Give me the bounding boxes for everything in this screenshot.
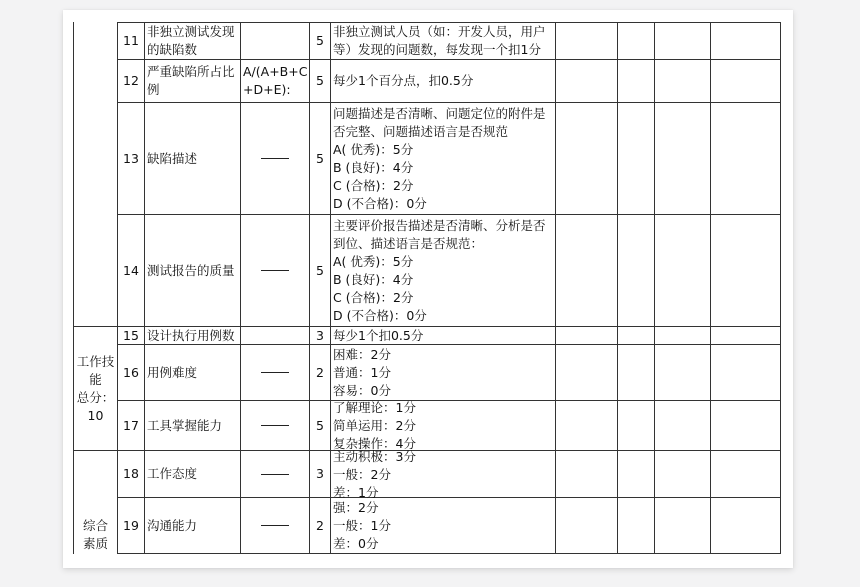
criteria: 困难：2分 普通：1分 容易：0分 <box>333 346 391 398</box>
item-name: 缺陷描述 <box>147 150 198 166</box>
score: 3 <box>316 466 324 481</box>
item-name: 测试报告的质量 <box>147 262 235 278</box>
formula-dash <box>241 401 309 450</box>
category-work-skill: 工作技 能 总分： 10 <box>76 353 115 423</box>
row-number: 13 <box>123 150 139 166</box>
item-name: 用例难度 <box>147 364 198 380</box>
criteria: 了解理论：1分 简单运用：2分 复杂操作：4分 <box>333 399 416 451</box>
criteria: 每少1个扣0.5分 <box>333 327 424 343</box>
row-number: 11 <box>123 33 139 48</box>
table-border <box>117 553 781 554</box>
row-number: 14 <box>123 262 139 278</box>
item-name: 严重缺陷所占比 例 <box>147 64 235 97</box>
row-number: 19 <box>123 517 139 533</box>
criteria: 每少1个百分点，扣0.5分 <box>333 73 474 88</box>
dash-icon <box>261 525 289 526</box>
formula: A/(A+B+C +D+E): <box>243 64 308 97</box>
criteria: 非独立测试人员（如：开发人员，用户 等）发现的问题数，每发现一个扣1分 <box>333 24 546 57</box>
score: 2 <box>316 364 324 380</box>
score: 5 <box>316 417 324 433</box>
row-number: 15 <box>123 327 139 343</box>
dash-icon <box>261 270 289 271</box>
criteria: 问题描述是否清晰、问题定位的附件是 否完整、问题描述语言是否规范 A( 优秀)：5分 B (良好)：4分 C (合格)：2分 D (不合格)：0分 <box>333 105 546 211</box>
item-name: 工作态度 <box>147 466 198 481</box>
dash-icon <box>261 372 289 373</box>
formula-dash <box>241 451 309 497</box>
criteria: 主要评价报告描述是否清晰、分析是否 到位、描述语言是否规范： A( 优秀)：5分 B (良好)：4分 C (合格)：2分 D (不合格)：0分 <box>333 217 546 323</box>
dash-icon <box>261 425 289 426</box>
score: 5 <box>316 73 324 88</box>
score: 5 <box>316 150 324 166</box>
formula-dash <box>241 215 309 326</box>
criteria: 强：2分 一般：1分 差：0分 <box>333 499 391 551</box>
score: 5 <box>316 33 324 48</box>
item-name: 沟通能力 <box>147 517 198 533</box>
score: 2 <box>316 517 324 533</box>
dash-icon <box>261 474 289 475</box>
formula-dash <box>241 345 309 400</box>
item-name: 设计执行用例数 <box>147 327 235 343</box>
category-overall-quality: 综合 素质 <box>82 518 108 551</box>
dash-icon <box>261 158 289 159</box>
table-border <box>73 22 74 554</box>
formula-dash <box>241 103 309 214</box>
item-name: 工具掌握能力 <box>147 417 223 433</box>
row-number: 12 <box>123 73 139 88</box>
criteria: 主动积极：3分 一般：2分 差：1分 <box>333 448 416 500</box>
row-number: 16 <box>123 364 139 380</box>
score: 3 <box>316 327 324 343</box>
formula-dash <box>241 498 309 553</box>
row-number: 18 <box>123 466 139 481</box>
item-name: 非独立测试发现 的缺陷数 <box>147 24 235 57</box>
score: 5 <box>316 262 324 278</box>
row-number: 17 <box>123 417 139 433</box>
